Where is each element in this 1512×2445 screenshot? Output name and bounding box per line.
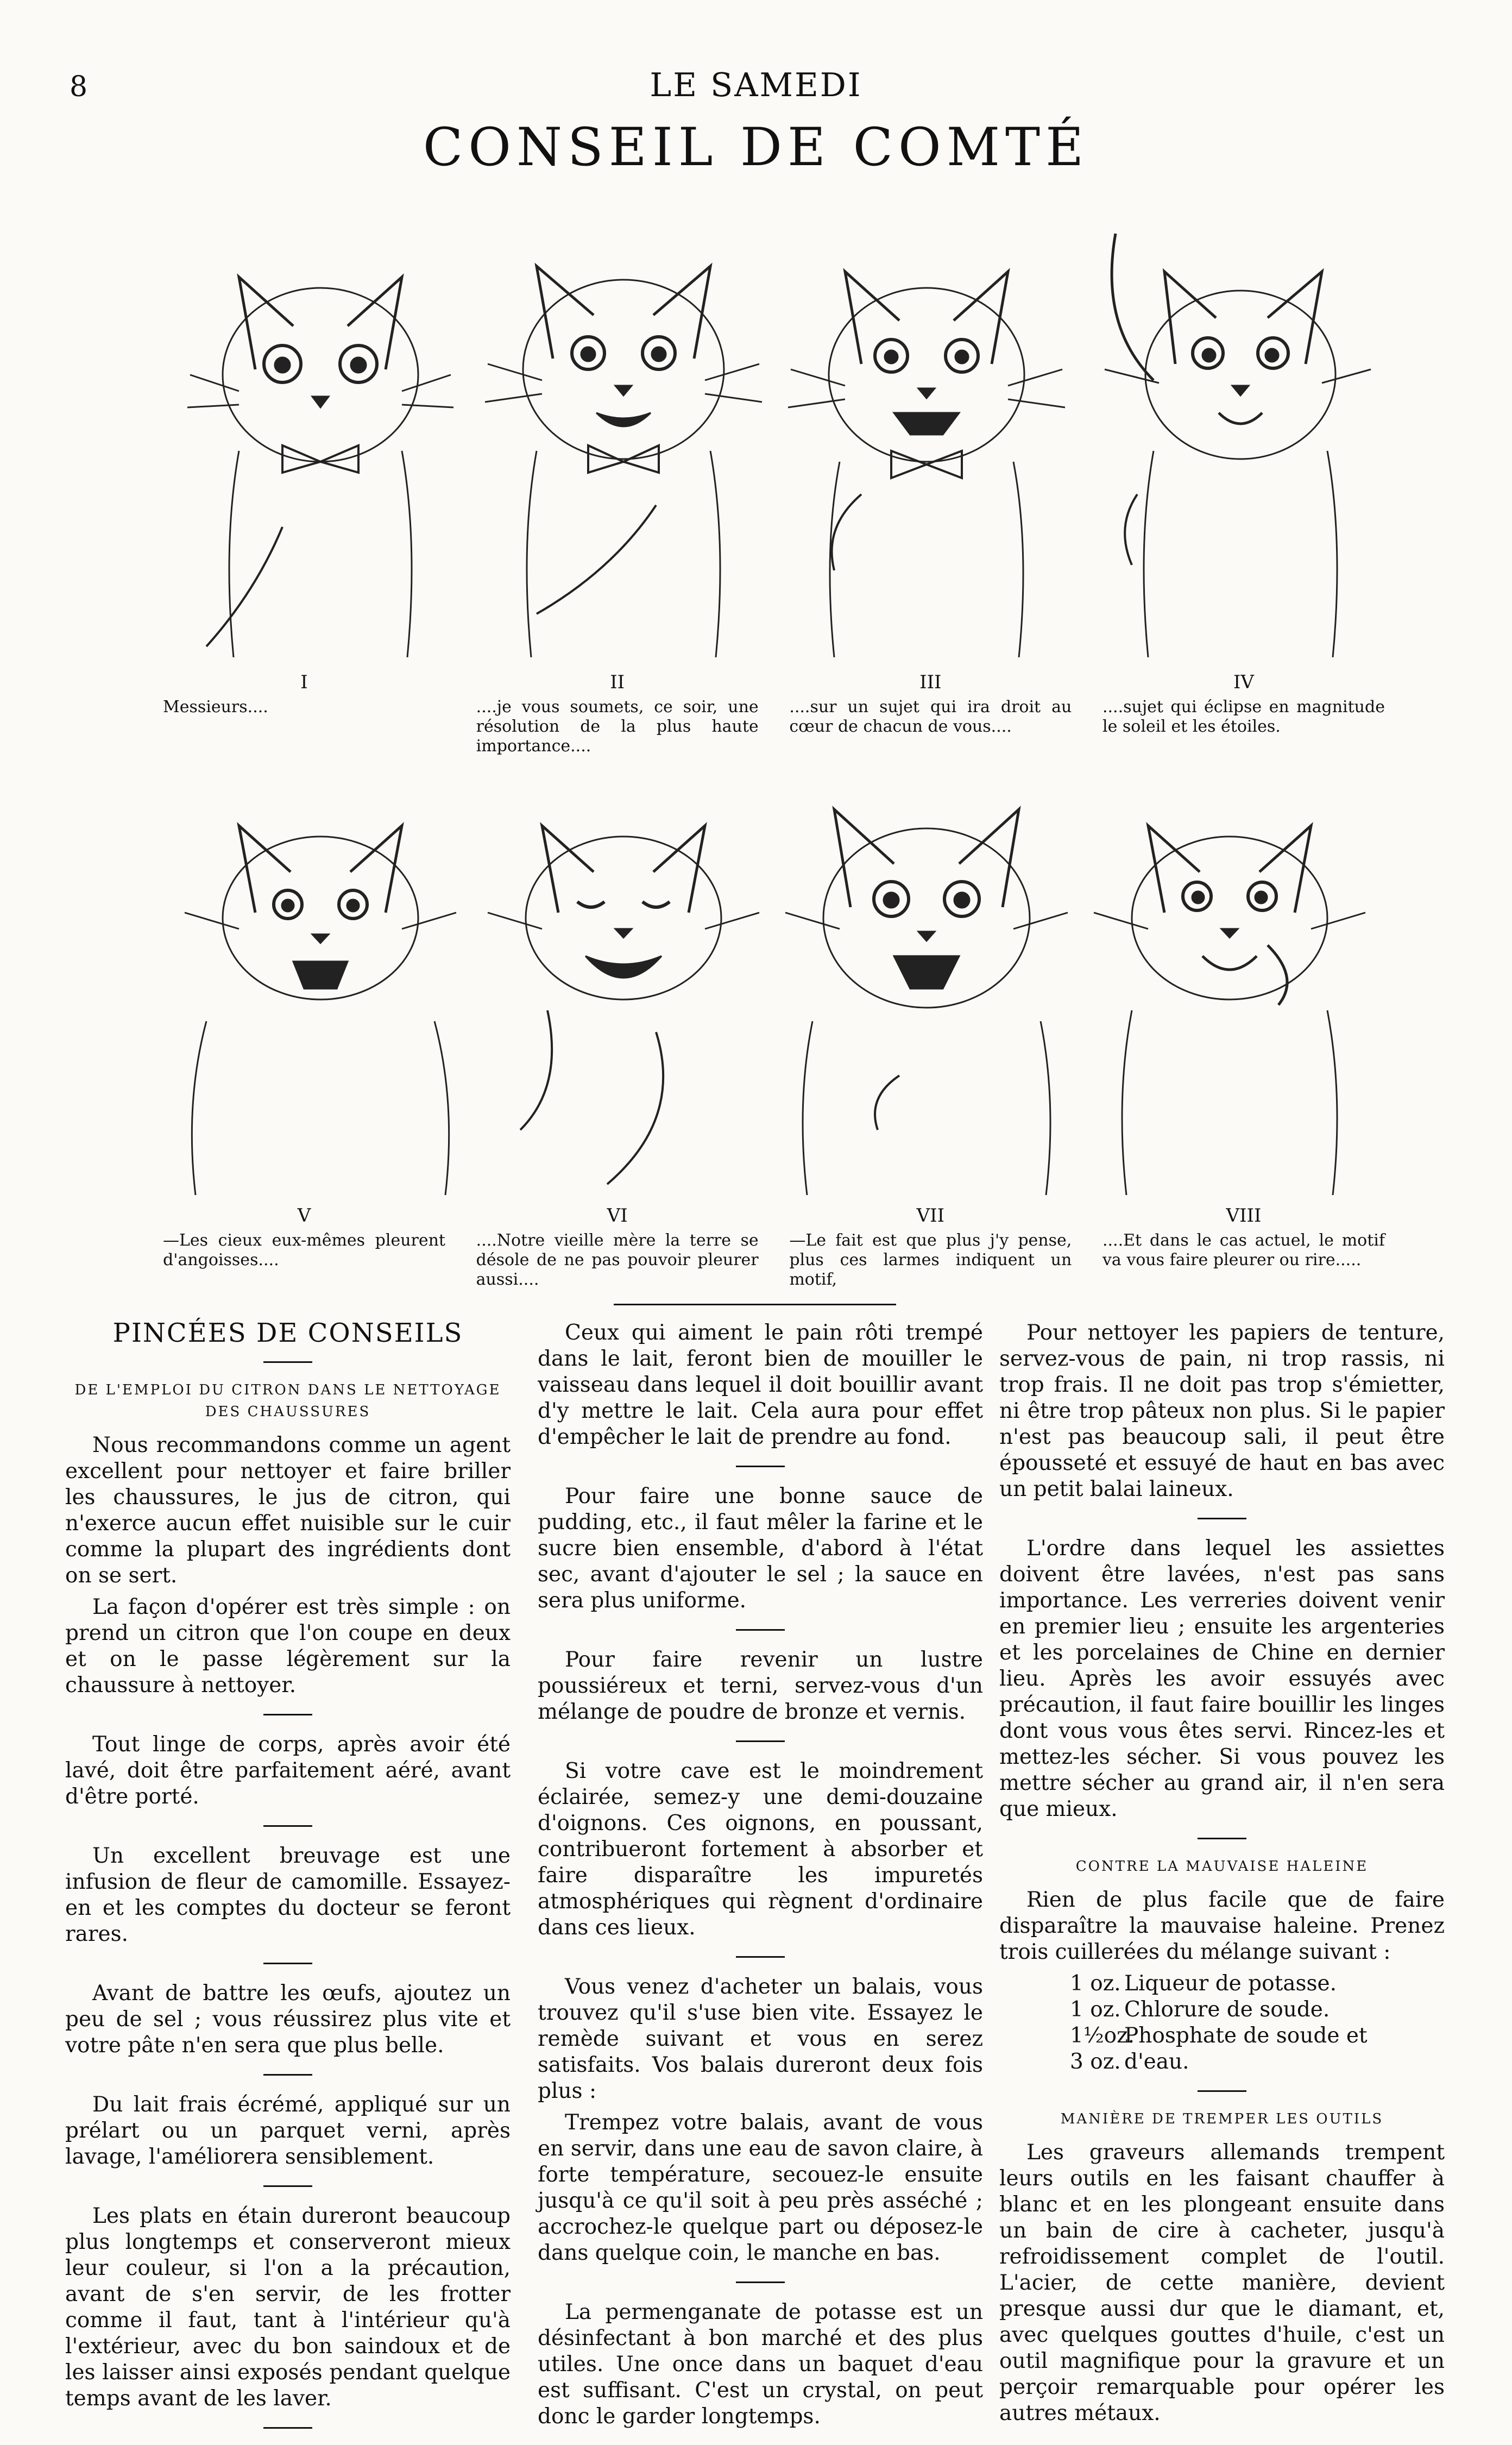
list-item [1070,1971,1445,1997]
page-header [0,0,1512,178]
panel-caption [1102,1206,1385,1290]
divider [736,1629,785,1631]
panel-caption [476,1206,759,1290]
divider [1198,1838,1246,1839]
recipe-ingredient: d'eau. [1124,2050,1189,2074]
cat-illustration-7 [780,750,1073,1195]
cat-illustration-3 [780,190,1073,657]
running-title: LE SAMEDI [650,66,862,104]
paragraph: Pour faire revenir un lustre poussiéreux et terni, servez-vous d'un mélange de poudre de bronze et vernis. [538,1648,983,1724]
list-item [1070,1997,1445,2023]
panel-number: II [610,671,625,693]
divider [736,1466,785,1467]
panel-caption-text: ....je vous soumets, ce soir, une résolution de la plus haute importance.... [476,697,759,756]
panel-caption-text: —Les cieux eux-mêmes pleurent d'angoisses.... [163,1231,445,1269]
panel-number: III [919,671,942,693]
panel-caption [163,1206,445,1290]
paragraph: Avant de battre les œufs, ajoutez un peu de sel ; vous réussirez plus vite et votre pâte n'en sera que plus belle. [65,1981,511,2058]
panel-caption [789,1206,1072,1290]
article-column-3 [999,1320,1445,2432]
paragraph: Nous recommandons comme un agent excellent pour nettoyer et faire briller les chaussures, le jus de citron, qui n'exerce aucun effet nuisible sur le cuir comme la plupart des ingrédients dont on se sert. [65,1433,511,1588]
panel-caption [1102,672,1385,756]
page-number: 8 [70,71,88,103]
recipe-quantity: 3 oz. [1070,2050,1121,2074]
recipe-list [1070,1971,1445,2075]
divider [1198,2090,1246,2092]
subsection-heading: MANIÈRE DE TREMPER LES OUTILS [1060,2111,1384,2127]
panel-caption-text: —Le fait est que plus j'y pense, plus ces larmes indiquent un motif, [789,1231,1072,1289]
divider [263,1963,312,1964]
recipe-quantity: 1 oz. [1070,1971,1121,1996]
paragraph: Un excellent breuvage est une infusion de fleur de camomille. Essayez-en et les comptes du docteur se feront rares. [65,1844,511,1946]
panel-number: VIII [1226,1205,1262,1227]
cat-illustration-6 [477,750,770,1195]
divider [736,1956,785,1958]
page-title: CONSEIL DE COMTÉ [423,117,1089,178]
divider [263,2074,312,2076]
recipe-ingredient: Chlorure de soude. [1124,1997,1330,2022]
panel-caption [476,672,759,756]
panel-caption [163,672,445,756]
list-item [1070,2049,1445,2075]
panel-caption-text: ....sur un sujet qui ira droit au cœur de chacun de vous.... [789,697,1072,736]
paragraph: Ceux qui aiment le pain rôti trempé dans le lait, feront bien de mouiller le vaisseau dans lequel il doit bouillir avant d'y mettre le lait. Cela aura pour effet d'empêcher le lait de prendre au fond. [538,1321,983,1449]
caption-row-2 [163,1206,1385,1290]
recipe-ingredient: Liqueur de potasse. [1124,1971,1337,1996]
paragraph: Si votre cave est le moindrement éclairée, semez-y une demi-douzaine d'oignons. Ces oignons, en poussant, contribueront fortement à absorber et faire disparaître les impuretés atmosphériques qui règnent d'ordinaire dans ces lieux. [538,1759,983,1940]
divider [263,2185,312,2187]
article-column-1 [65,1320,511,2445]
panel-caption [789,672,1072,756]
panel-number: IV [1233,671,1254,693]
paragraph: Trempez votre balais, avant de vous en servir, dans une eau de savon claire, à forte température, secouez-le ensuite jusqu'à ce qu'il soit à peu près asséché ; accrochez-le quelque part ou déposez-le dans quelque coin, le manche en bas. [538,2110,983,2265]
article-column-2 [538,1320,983,2435]
divider [1198,1518,1246,1519]
section-divider [614,1304,896,1305]
panel-caption-text: ....Notre vieille mère la terre se désole de ne pas pouvoir pleurer aussi.... [476,1231,759,1289]
paragraph: Du lait frais écrémé, appliqué sur un prélart ou un parquet verni, après lavage, l'améliorera sensiblement. [65,2092,511,2169]
illustration-row-1 [174,190,1376,657]
paragraph: Pour nettoyer les papiers de tenture, servez-vous de pain, ni trop rassis, ni trop frais. Il ne doit pas trop s'émietter, ni être trop pâteux non plus. Si le papier n'est pas beaucoup sali, il peut être épousseté et essuyé de haut en bas avec un petit balai laineux. [999,1321,1445,1501]
panel-number: V [297,1205,311,1227]
cat-illustration-2 [477,190,770,657]
section-heading: PINCÉES DE CONSEILS [112,1318,463,1348]
panel-number: I [300,671,308,693]
divider [263,2427,312,2429]
panel-number: VI [607,1205,628,1227]
subsection-heading: CONTRE LA MAUVAISE HALEINE [1075,1858,1369,1875]
subsection-heading: DE L'EMPLOI DU CITRON DANS LE NETTOYAGE DES CHAUSSURES [74,1382,501,1420]
recipe-quantity: 1 oz. [1070,1997,1121,2022]
paragraph: Vous venez d'acheter un balais, vous trouvez qu'il s'use bien vite. Essayez le remède suivant et vous en serez satisfaits. Vos balais dureront deux fois plus : [538,1975,983,2103]
cat-illustration-8 [1083,750,1376,1195]
paragraph: Les plats en étain dureront beaucoup plus longtemps et conserveront mieux leur couleur, si l'on a la précaution, avant de s'en servir, de les frotter comme il faut, tant à l'intérieur qu'à l'extérieur, avec du bon saindoux et de les laisser ainsi exposés pendant quelque temps avant de les laver. [65,2204,511,2411]
recipe-ingredient: Phosphate de soude et [1124,2023,1368,2048]
paragraph: Rien de plus facile que de faire disparaître la mauvaise haleine. Prenez trois cuillerées du mélange suivant : [999,1888,1445,1964]
paragraph: Les graveurs allemands trempent leurs outils en les faisant chauffer à blanc et en les plongeant ensuite dans un bain de cire à cacheter, jusqu'à refroidissement complet de l'outil. L'acier, de cette manière, devient presque aussi dur que le diamant, et, avec quelques gouttes d'huile, c'est un outil magnifique pour la gravure et un perçoir remarquable pour opérer les autres métaux. [999,2140,1445,2425]
paragraph: La façon d'opérer est très simple : on prend un citron que l'on coupe en deux et on le passe légèrement sur la chaussure à nettoyer. [65,1595,511,1698]
cat-illustration-5 [174,750,467,1195]
paragraph: Pour faire une bonne sauce de pudding, etc., il faut mêler la farine et le sucre bien ensemble, d'abord à l'état sec, avant d'ajouter le sel ; la sauce en sera plus uniforme. [538,1484,983,1613]
panel-caption-text: Messieurs.... [163,697,268,716]
divider [263,1714,312,1715]
recipe-quantity: 1½oz. [1070,2023,1135,2048]
divider [736,1740,785,1742]
list-item [1070,2023,1445,2049]
illustration-row-2 [174,750,1376,1195]
panel-caption-text: ....sujet qui éclipse en magnitude le soleil et les étoiles. [1102,697,1385,736]
panel-caption-text: ....Et dans le cas actuel, le motif va vous faire pleurer ou rire..... [1102,1231,1385,1269]
panel-number: VII [916,1205,945,1227]
paragraph: Tout linge de corps, après avoir été lavé, doit être parfaitement aéré, avant d'être porté. [65,1732,511,1809]
cat-illustration-4 [1083,190,1376,657]
cat-illustration-1 [174,190,467,657]
divider [736,2281,785,2283]
divider [263,1825,312,1827]
divider [263,1361,312,1363]
paragraph: L'ordre dans lequel les assiettes doivent être lavées, n'est pas sans importance. Les verreries doivent venir en premier lieu ; ensuite les argenteries et les porcelaines de Chine en dernier lieu. Après les avoir essuyés avec précaution, il faut faire bouillir les linges dont vous vous êtes servi. Rincez-les et mettez-les sécher. Si vous pouvez les mettre sécher au grand air, il n'en sera que mieux. [999,1536,1445,1821]
paragraph: La permenganate de potasse est un désinfectant à bon marché et des plus utiles. Une once dans un baquet d'eau est suffisant. C'est un crystal, on peut donc le garder longtemps. [538,2300,983,2429]
caption-row-1 [163,672,1385,756]
